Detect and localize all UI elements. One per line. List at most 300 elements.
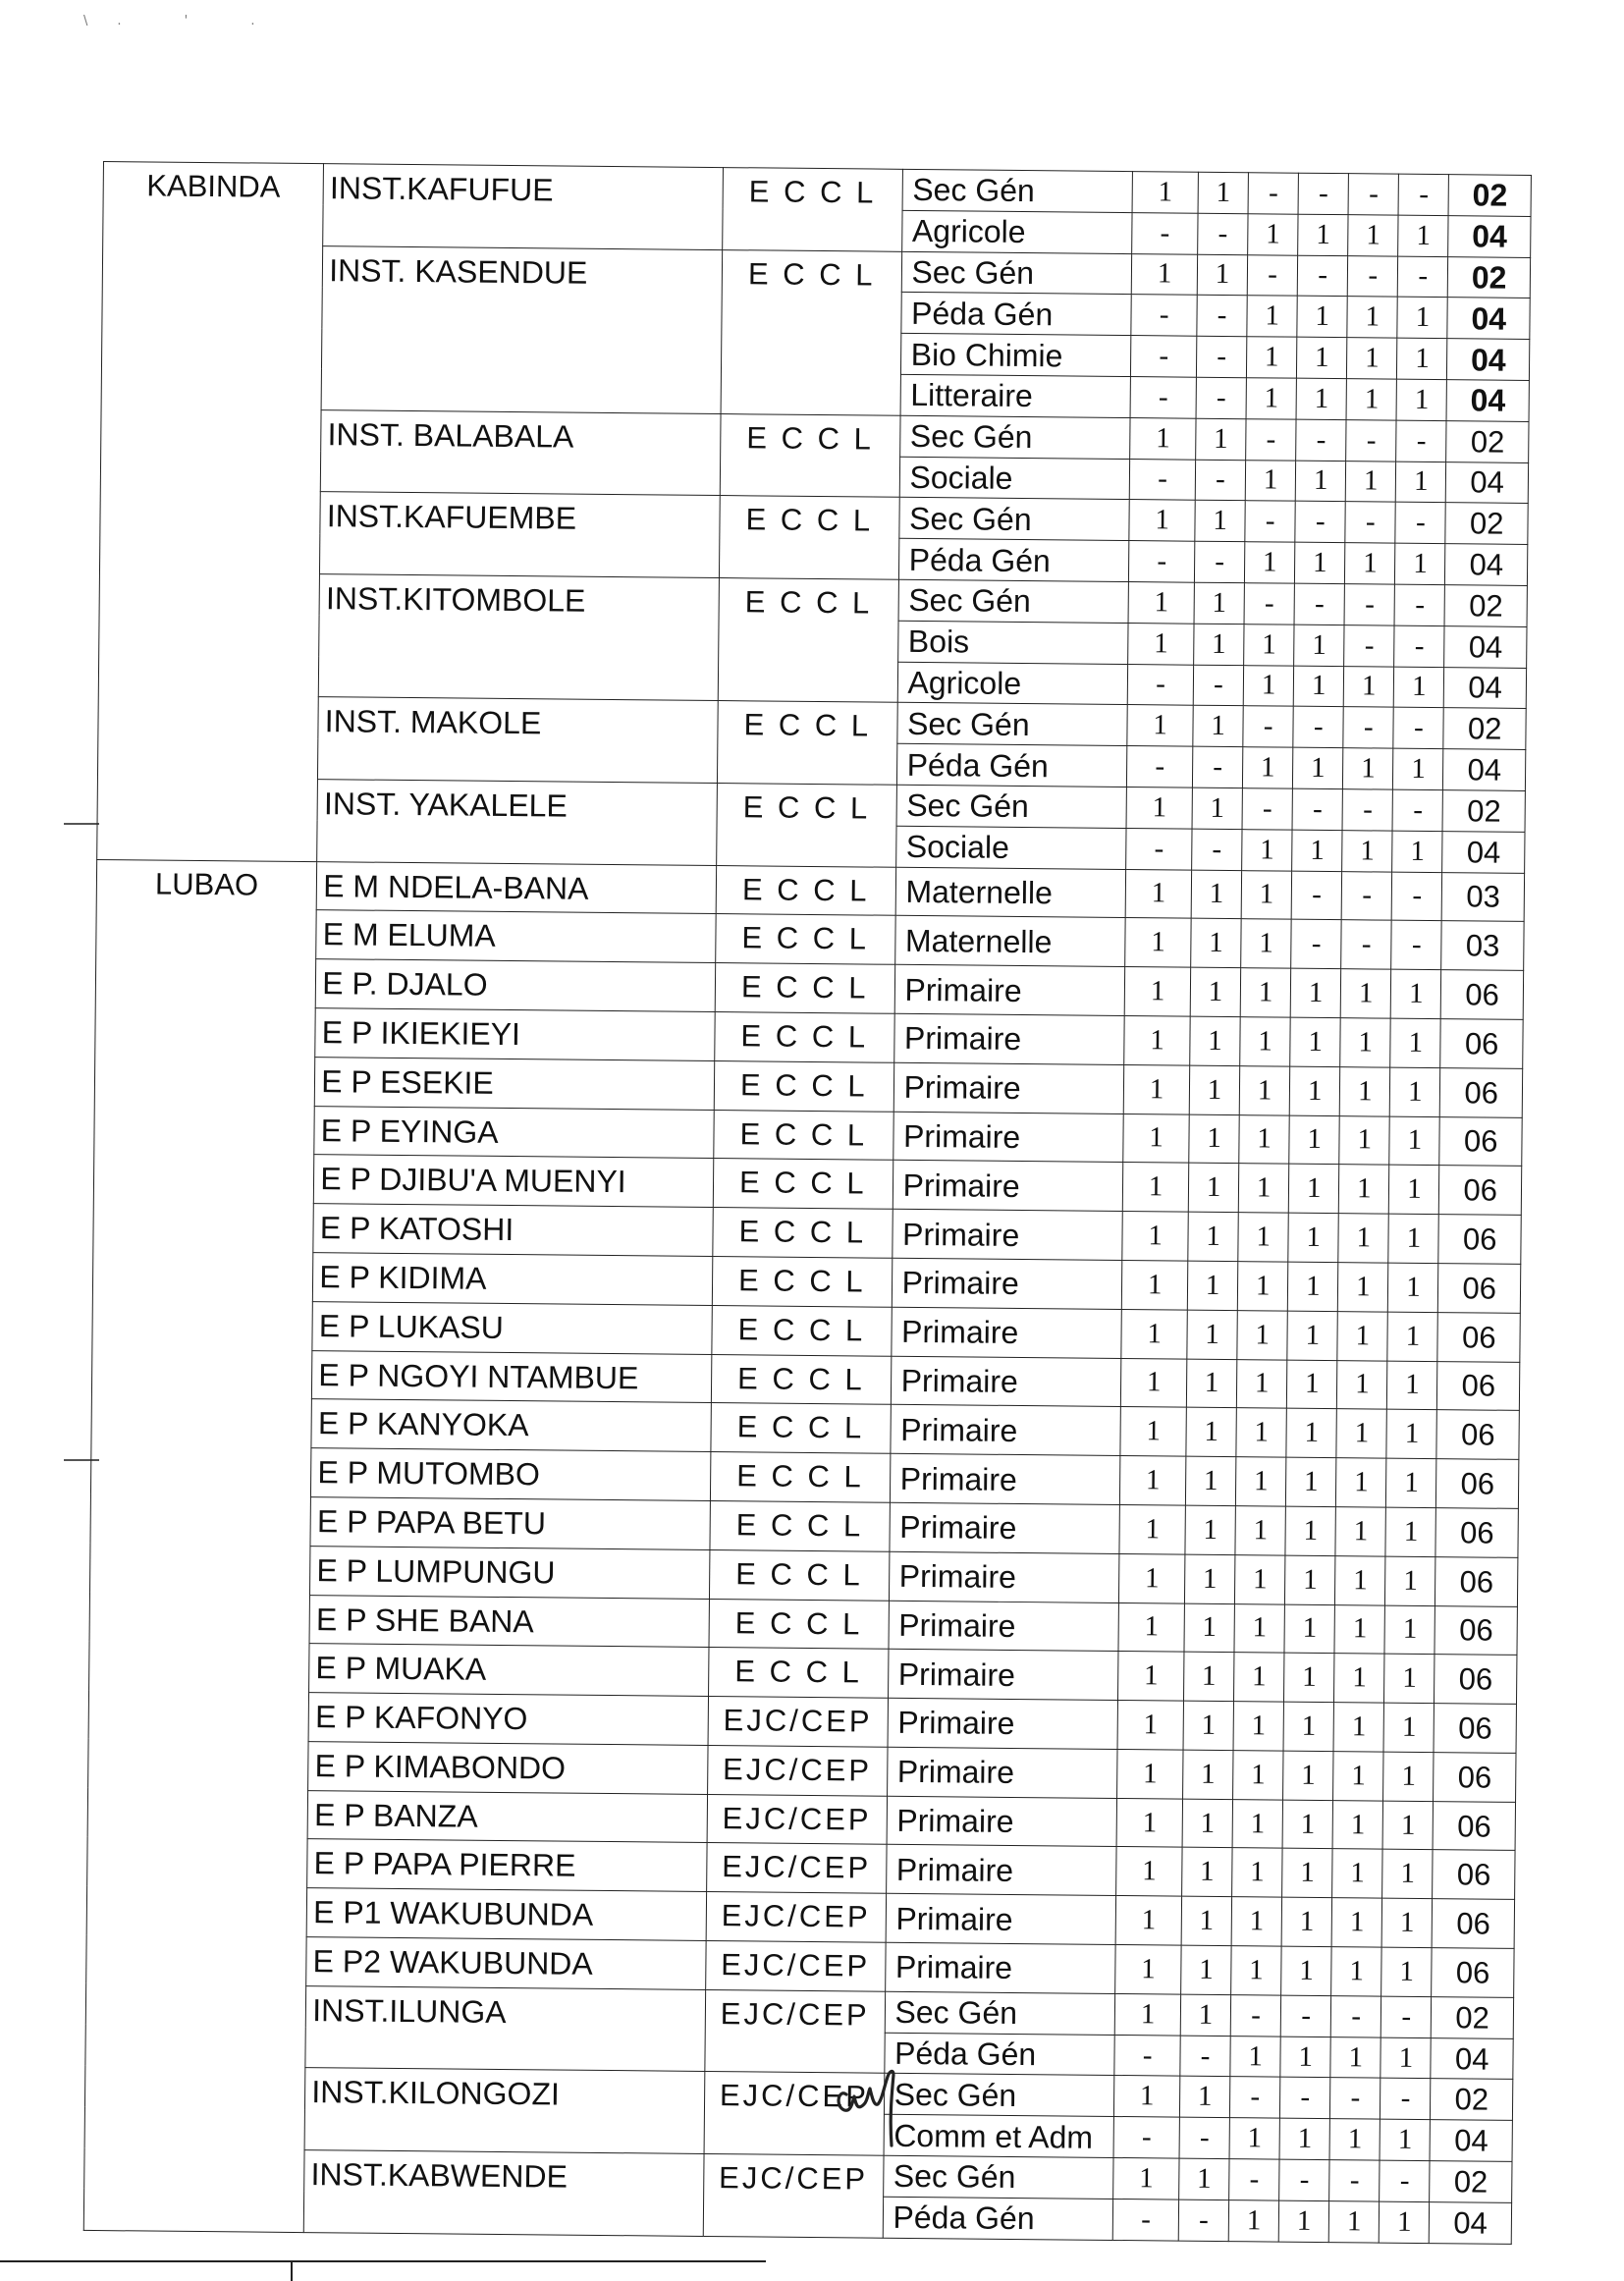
class-count-cell: -	[1297, 255, 1347, 297]
class-count-cell: 1	[1382, 1850, 1434, 1899]
total-cell: 02	[1448, 175, 1531, 217]
total-cell: 04	[1444, 667, 1527, 709]
class-count-cell: 1	[1236, 1408, 1287, 1457]
class-count-cell: -	[1130, 377, 1196, 418]
option-cell: Sociale	[899, 457, 1130, 500]
class-count-cell: 1	[1190, 967, 1241, 1016]
class-count-cell: 1	[1239, 1114, 1290, 1164]
class-count-cell: 1	[1392, 831, 1442, 872]
subvention-cell: E C C L	[718, 578, 898, 703]
option-cell: Primaire	[893, 1062, 1124, 1113]
schools-table-body	[83, 162, 1531, 2245]
class-count-cell: 1	[1121, 1358, 1187, 1407]
total-cell: 02	[1444, 585, 1527, 627]
total-cell: 04	[1446, 380, 1529, 422]
option-cell: Bio Chimie	[900, 333, 1131, 376]
class-count-cell: 1	[1189, 1065, 1240, 1114]
subvention-cell: E C C L	[711, 1403, 891, 1454]
class-count-cell: -	[1230, 2077, 1280, 2118]
class-count-cell: 1	[1191, 870, 1242, 919]
total-cell: 04	[1447, 339, 1530, 381]
class-count-cell: 1	[1334, 1604, 1385, 1654]
class-count-cell: -	[1391, 872, 1442, 921]
class-count-cell: 1	[1283, 1751, 1334, 1800]
class-count-cell: -	[1343, 707, 1393, 748]
class-count-cell: -	[1395, 503, 1445, 544]
class-count-cell: 1	[1331, 1898, 1382, 1947]
school-name-cell: E P IKIEKIEYI	[315, 1008, 715, 1061]
class-count-cell: 1	[1240, 968, 1291, 1017]
class-count-cell: 1	[1229, 2118, 1279, 2159]
class-count-cell: -	[1112, 2199, 1178, 2240]
total-cell: 06	[1435, 1508, 1518, 1558]
class-count-cell: -	[1345, 502, 1395, 543]
class-count-cell: 1	[1125, 918, 1191, 967]
school-name-cell: E P MUAKA	[309, 1644, 709, 1697]
class-count-cell: -	[1114, 2035, 1180, 2076]
total-cell: 04	[1443, 749, 1526, 791]
class-count-cell: 1	[1247, 296, 1297, 337]
class-count-cell: 1	[1340, 969, 1391, 1018]
option-cell: Sec Gén	[899, 415, 1130, 459]
subvention-cell: E C C L	[720, 413, 899, 497]
total-cell: 06	[1439, 1116, 1522, 1167]
class-count-cell: 1	[1124, 1015, 1190, 1064]
school-name-cell: INST.KAFUEMBE	[320, 492, 721, 577]
class-count-cell: 1	[1343, 748, 1393, 789]
total-cell: 02	[1442, 790, 1525, 833]
total-cell: 06	[1434, 1752, 1516, 1802]
class-count-cell: 1	[1233, 1702, 1284, 1751]
class-count-cell: 1	[1190, 1016, 1241, 1065]
total-cell: 06	[1439, 1166, 1522, 1216]
class-count-cell: 1	[1118, 1652, 1184, 1701]
school-name-cell: INST. BALABALA	[321, 409, 722, 495]
total-cell: 06	[1438, 1215, 1521, 1265]
subvention-cell: EJC/CEP	[708, 1745, 888, 1796]
class-count-cell: -	[1193, 665, 1243, 706]
subvention-cell: E C C L	[710, 1452, 890, 1503]
class-count-cell: 1	[1295, 461, 1345, 502]
school-name-cell: E P NGOYI NTAMBUE	[312, 1350, 712, 1403]
class-count-cell: 1	[1245, 460, 1295, 501]
class-count-cell: 1	[1284, 1653, 1335, 1702]
class-count-cell: 1	[1184, 1554, 1235, 1603]
class-count-cell: 1	[1247, 337, 1297, 378]
class-count-cell: -	[1127, 664, 1193, 705]
class-count-cell: 1	[1183, 1652, 1234, 1701]
subvention-cell: E C C L	[717, 783, 896, 866]
class-count-cell: -	[1113, 2117, 1179, 2158]
class-count-cell: 1	[1128, 582, 1194, 624]
class-count-cell: 1	[1382, 1801, 1434, 1850]
class-count-cell: 1	[1338, 1263, 1389, 1312]
class-count-cell: 1	[1131, 253, 1197, 295]
school-name-cell: E P2 WAKUBUNDA	[306, 1937, 706, 1990]
class-count-cell: 1	[1187, 1261, 1238, 1310]
school-name-cell: INST.KAFUFUE	[323, 164, 724, 249]
class-count-cell: -	[1279, 2159, 1329, 2200]
class-count-cell: -	[1394, 584, 1444, 625]
total-cell: 04	[1444, 625, 1527, 668]
school-name-cell: E P KIDIMA	[313, 1253, 713, 1306]
class-count-cell: 1	[1116, 1798, 1182, 1847]
class-count-cell: 1	[1117, 1749, 1183, 1798]
class-count-cell: 1	[1181, 1945, 1232, 1994]
class-count-cell: 1	[1195, 501, 1245, 542]
class-count-cell: 1	[1187, 1310, 1238, 1359]
class-count-cell: 1	[1347, 338, 1397, 379]
class-count-cell: -	[1298, 173, 1348, 214]
class-count-cell: 1	[1336, 1458, 1387, 1507]
class-count-cell: -	[1280, 1995, 1330, 2037]
class-count-cell: -	[1129, 541, 1195, 582]
total-cell: 03	[1442, 872, 1525, 922]
class-count-cell: 1	[1234, 1653, 1285, 1702]
class-count-cell: 1	[1237, 1262, 1288, 1311]
class-count-cell: 1	[1339, 1115, 1390, 1165]
class-count-cell: 1	[1335, 1507, 1386, 1556]
class-count-cell: 1	[1385, 1507, 1436, 1556]
option-cell: Primaire	[886, 1894, 1116, 1945]
option-cell: Primaire	[889, 1551, 1119, 1602]
class-count-cell: 1	[1127, 705, 1193, 746]
class-count-cell: 1	[1193, 706, 1243, 747]
class-count-cell: 1	[1288, 1213, 1339, 1262]
option-cell: Primaire	[891, 1356, 1121, 1407]
class-count-cell: -	[1192, 746, 1242, 787]
class-count-cell: 1	[1246, 378, 1296, 419]
school-name-cell: INST.KITOMBOLE	[319, 574, 720, 701]
class-count-cell: 1	[1287, 1311, 1338, 1360]
class-count-cell: 1	[1340, 1018, 1391, 1067]
class-count-cell: 1	[1280, 2037, 1330, 2078]
class-count-cell: -	[1396, 420, 1446, 462]
school-name-cell: E P PAPA BETU	[310, 1497, 710, 1550]
class-count-cell: 1	[1236, 1359, 1287, 1408]
option-cell: Agricole	[897, 662, 1128, 705]
option-cell: Primaire	[888, 1698, 1118, 1749]
class-count-cell: 1	[1180, 1994, 1230, 2036]
class-count-cell: 1	[1381, 1947, 1433, 1996]
class-count-cell: 1	[1237, 1310, 1288, 1359]
subvention-cell: EJC/CEP	[707, 1794, 887, 1845]
class-count-cell: -	[1346, 419, 1396, 461]
total-cell: 06	[1436, 1410, 1519, 1460]
class-count-cell: 1	[1117, 1701, 1183, 1750]
school-name-cell: E P1 WAKUBUNDA	[306, 1888, 706, 1941]
option-cell: Primaire	[893, 1013, 1124, 1064]
class-count-cell: 1	[1284, 1604, 1335, 1654]
class-count-cell: 1	[1289, 1066, 1340, 1115]
class-count-cell: 1	[1289, 1115, 1340, 1165]
school-name-cell: E P KIMABONDO	[308, 1741, 708, 1794]
total-cell: 06	[1436, 1459, 1519, 1509]
class-count-cell: 1	[1285, 1555, 1336, 1604]
school-name-cell: INST.ILUNGA	[305, 1985, 706, 2071]
class-count-cell: 1	[1390, 1067, 1441, 1116]
option-cell: Primaire	[890, 1453, 1120, 1504]
option-cell: Sec Gén	[896, 785, 1127, 828]
class-count-cell: 1	[1196, 418, 1246, 460]
option-cell: Sec Gén	[883, 2155, 1113, 2199]
subvention-cell: E C C L	[711, 1354, 891, 1405]
school-name-cell: E P EYINGA	[314, 1106, 714, 1159]
total-cell: 06	[1434, 1801, 1516, 1851]
class-count-cell: 1	[1288, 1164, 1339, 1213]
subvention-cell: E C C L	[713, 1159, 893, 1210]
subvention-cell: EJC/CEP	[706, 1892, 886, 1943]
option-cell: Primaire	[887, 1796, 1117, 1847]
subvention-cell: EJC/CEP	[705, 1989, 885, 2073]
subvention-cell: E C C L	[715, 963, 894, 1014]
total-cell: 04	[1448, 215, 1531, 257]
school-name-cell: INST. YAKALELE	[317, 780, 718, 865]
option-cell: Primaire	[892, 1258, 1122, 1309]
total-cell: 04	[1446, 462, 1529, 504]
class-count-cell: 1	[1119, 1504, 1185, 1553]
class-count-cell: 1	[1279, 2118, 1329, 2159]
total-cell: 04	[1447, 298, 1530, 340]
class-count-cell: -	[1380, 2160, 1430, 2201]
class-count-cell: 1	[1194, 624, 1244, 665]
class-count-cell: -	[1280, 2078, 1330, 2119]
class-count-cell: 1	[1290, 1017, 1341, 1066]
subvention-cell: E C C L	[719, 496, 898, 579]
class-count-cell: 1	[1118, 1602, 1184, 1652]
class-count-cell: -	[1180, 2036, 1230, 2077]
total-cell: 06	[1433, 1899, 1515, 1949]
total-cell: 06	[1438, 1264, 1521, 1314]
class-count-cell: 1	[1184, 1603, 1235, 1653]
total-cell: 06	[1435, 1655, 1517, 1705]
school-name-cell: E P KATOSHI	[313, 1204, 713, 1257]
total-cell: 02	[1430, 2161, 1512, 2203]
option-cell: Primaire	[889, 1601, 1119, 1652]
total-cell: 06	[1441, 970, 1524, 1020]
option-cell: Maternelle	[894, 916, 1125, 967]
class-count-cell: 1	[1283, 1702, 1334, 1751]
class-count-cell: 1	[1383, 1703, 1435, 1752]
class-count-cell: 1	[1380, 2201, 1430, 2243]
class-count-cell: 1	[1329, 2119, 1380, 2160]
option-cell: Sec Gén	[884, 2074, 1114, 2117]
class-count-cell: 1	[1337, 1360, 1388, 1409]
total-cell: 04	[1445, 544, 1528, 586]
class-count-cell: -	[1348, 174, 1398, 215]
class-count-cell: 1	[1120, 1407, 1186, 1456]
class-count-cell: 1	[1388, 1263, 1439, 1312]
total-cell: 06	[1437, 1312, 1520, 1362]
class-count-cell: -	[1380, 2079, 1431, 2120]
class-count-cell: -	[1341, 920, 1392, 969]
option-cell: Sociale	[895, 826, 1126, 869]
margin-mark	[64, 823, 99, 825]
class-count-cell: 1	[1243, 747, 1293, 788]
school-name-cell: INST.KABWENDE	[304, 2150, 705, 2236]
class-count-cell: 1	[1332, 1800, 1383, 1849]
class-count-cell: 1	[1286, 1408, 1337, 1457]
class-count-cell: 1	[1398, 215, 1448, 256]
class-count-cell: 1	[1234, 1603, 1285, 1653]
class-count-cell: 1	[1343, 666, 1393, 707]
class-count-cell: -	[1192, 829, 1242, 870]
class-count-cell: 1	[1380, 2037, 1431, 2079]
school-name-cell: E P LUKASU	[312, 1301, 712, 1354]
class-count-cell: 1	[1231, 1946, 1282, 1995]
total-cell: 06	[1435, 1605, 1517, 1656]
class-count-cell: 1	[1115, 1896, 1181, 1945]
class-count-cell: -	[1344, 584, 1394, 625]
class-count-cell: 1	[1232, 1799, 1283, 1848]
class-count-cell: 1	[1397, 298, 1447, 339]
school-name-cell: INST. MAKOLE	[318, 697, 719, 783]
class-count-cell: 1	[1182, 1799, 1233, 1848]
option-cell: Sec Gén	[898, 579, 1129, 623]
option-cell: Sec Gén	[898, 498, 1129, 541]
subvention-cell: EJC/CEP	[704, 2072, 884, 2155]
subvention-cell: E C C L	[714, 1110, 893, 1161]
class-count-cell: 1	[1181, 1896, 1232, 1945]
class-count-cell: -	[1393, 708, 1443, 749]
class-count-cell: 1	[1242, 829, 1292, 870]
class-count-cell: 1	[1287, 1262, 1338, 1311]
class-count-cell: 1	[1123, 1064, 1189, 1113]
subvention-cell: E C C L	[715, 1011, 894, 1062]
school-name-cell: INST.KILONGOZI	[304, 2068, 705, 2153]
class-count-cell: 1	[1345, 461, 1395, 502]
class-count-cell: 1	[1130, 417, 1196, 459]
option-cell: Primaire	[890, 1502, 1120, 1553]
class-count-cell: 1	[1186, 1407, 1237, 1456]
class-count-cell: 1	[1116, 1847, 1182, 1896]
subvention-cell: EJC/CEP	[703, 2154, 883, 2238]
total-cell: 06	[1434, 1704, 1516, 1754]
class-count-cell: 1	[1295, 542, 1345, 583]
class-count-cell: 1	[1293, 666, 1343, 707]
school-name-cell: E P LUMPUNGU	[310, 1546, 710, 1599]
class-count-cell: 1	[1278, 2200, 1328, 2242]
class-count-cell: 1	[1393, 748, 1443, 789]
total-cell: 04	[1430, 2120, 1512, 2162]
class-count-cell: -	[1291, 871, 1342, 920]
class-count-cell: -	[1229, 2159, 1279, 2200]
class-count-cell: 1	[1245, 542, 1295, 583]
class-count-cell: -	[1194, 541, 1244, 582]
class-count-cell: -	[1131, 336, 1197, 377]
school-name-cell: E P SHE BANA	[309, 1595, 709, 1648]
class-count-cell: -	[1132, 212, 1198, 253]
subvention-cell: EJC/CEP	[707, 1843, 887, 1894]
class-count-cell: -	[1293, 707, 1343, 748]
total-cell: 06	[1440, 1019, 1523, 1069]
option-cell: Péda Gén	[898, 538, 1129, 581]
option-cell: Primaire	[885, 1942, 1115, 1993]
class-count-cell: 1	[1384, 1654, 1435, 1703]
class-count-cell: 1	[1114, 1993, 1180, 2035]
class-count-cell: 1	[1328, 2200, 1379, 2242]
class-count-cell: -	[1391, 920, 1442, 969]
class-count-cell: 1	[1238, 1213, 1289, 1262]
class-count-cell: 1	[1115, 1945, 1181, 1994]
class-count-cell: -	[1342, 789, 1392, 831]
class-count-cell: 1	[1113, 2158, 1179, 2200]
class-count-cell: 1	[1123, 1163, 1189, 1212]
territory-cell: KABINDA	[97, 162, 324, 862]
class-count-cell: 1	[1119, 1553, 1185, 1602]
option-cell: Péda Gén	[883, 2197, 1113, 2240]
class-count-cell: -	[1242, 788, 1292, 830]
option-cell: Primaire	[888, 1650, 1118, 1701]
school-name-cell: E P PAPA PIERRE	[307, 1839, 707, 1892]
class-count-cell: 1	[1123, 1113, 1189, 1163]
class-count-cell: -	[1179, 2117, 1229, 2158]
class-count-cell: -	[1329, 2160, 1380, 2201]
class-count-cell: 1	[1235, 1457, 1286, 1506]
subvention-cell: E C C L	[717, 701, 896, 785]
class-count-cell: 1	[1333, 1751, 1384, 1800]
class-count-cell: 1	[1388, 1214, 1439, 1263]
class-count-cell: 1	[1345, 543, 1395, 584]
class-count-cell: 1	[1230, 2036, 1280, 2077]
class-count-cell: 1	[1186, 1359, 1237, 1408]
class-count-cell: 1	[1293, 747, 1343, 788]
class-count-cell: 1	[1238, 1164, 1289, 1213]
total-cell: 02	[1432, 1996, 1514, 2038]
class-count-cell: 1	[1337, 1311, 1388, 1360]
footer-rule	[0, 2260, 766, 2262]
school-name-cell: E P. DJALO	[315, 959, 715, 1012]
class-count-cell: 1	[1397, 338, 1447, 379]
school-name-cell: E P ESEKIE	[315, 1057, 715, 1110]
class-count-cell: -	[1381, 1996, 1432, 2037]
class-count-cell: 1	[1335, 1555, 1386, 1604]
subvention-cell: EJC/CEP	[706, 1941, 886, 1992]
class-count-cell: 1	[1282, 1849, 1333, 1898]
option-cell: Primaire	[886, 1845, 1116, 1896]
table-row	[103, 162, 1531, 217]
class-count-cell: 1	[1198, 172, 1248, 213]
class-count-cell: 1	[1189, 1114, 1240, 1164]
class-count-cell: 1	[1240, 1017, 1291, 1066]
class-count-cell: 1	[1122, 1212, 1188, 1261]
class-count-cell: 1	[1132, 172, 1198, 213]
subvention-cell: E C C L	[714, 1060, 893, 1112]
footer-rule-tick	[291, 2260, 293, 2281]
total-cell: 02	[1443, 708, 1526, 750]
total-cell: 06	[1433, 1850, 1515, 1900]
class-count-cell: 1	[1114, 2076, 1180, 2117]
class-count-cell: 1	[1282, 1800, 1333, 1849]
class-count-cell: 1	[1129, 500, 1195, 541]
class-count-cell: 1	[1185, 1456, 1236, 1505]
class-count-cell: -	[1330, 1995, 1380, 2037]
class-count-cell: -	[1196, 377, 1246, 418]
class-count-cell: -	[1291, 919, 1342, 968]
class-count-cell: 1	[1390, 1018, 1441, 1067]
class-count-cell: 1	[1387, 1361, 1438, 1410]
class-count-cell: 1	[1188, 1212, 1239, 1261]
total-cell: 03	[1441, 921, 1524, 971]
class-count-cell: 1	[1394, 667, 1444, 708]
option-cell: Primaire	[894, 964, 1125, 1015]
class-count-cell: 1	[1389, 1116, 1440, 1166]
total-cell: 04	[1430, 2201, 1512, 2244]
class-count-cell: -	[1248, 173, 1298, 214]
class-count-cell: 1	[1183, 1750, 1234, 1799]
class-count-cell: 1	[1125, 869, 1191, 918]
class-count-cell: 1	[1389, 1165, 1440, 1214]
